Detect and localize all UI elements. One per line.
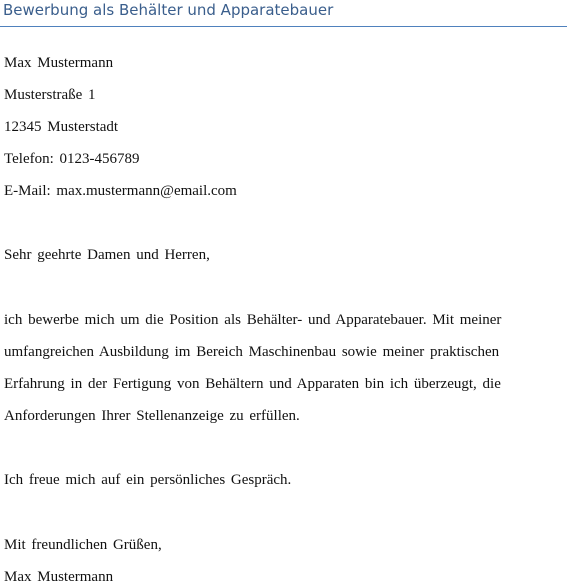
body-line: umfangreichen Ausbildung im Bereich Maschinenbau sowie meiner praktischen (4, 344, 500, 360)
body-line: Anforderungen Ihrer Stellenanzeige zu erfüllen. (4, 408, 300, 424)
salutation: Sehr geehrte Damen und Herren, (4, 247, 210, 263)
document-title: Bewerbung als Behälter und Apparatebauer (3, 1, 334, 19)
body-line: Erfahrung in der Fertigung von Behältern und Apparaten bin ich überzeugt, die (4, 376, 501, 392)
signature-name: Max Mustermann (4, 569, 114, 585)
sender-name: Max Mustermann (4, 55, 114, 71)
sender-city: 12345 Musterstadt (4, 119, 119, 135)
sign-off: Mit freundlichen Grüßen, (4, 537, 162, 553)
sender-email: E-Mail: max.mustermann@email.com (4, 183, 237, 199)
body-line: ich bewerbe mich um die Position als Behälter- und Apparatebauer. Mit meiner (4, 312, 502, 328)
title-divider (0, 26, 567, 27)
sender-street: Musterstraße 1 (4, 87, 96, 103)
sender-phone: Telefon: 0123-456789 (4, 151, 140, 167)
closing-text: Ich freue mich auf ein persönliches Gespräch. (4, 472, 292, 488)
